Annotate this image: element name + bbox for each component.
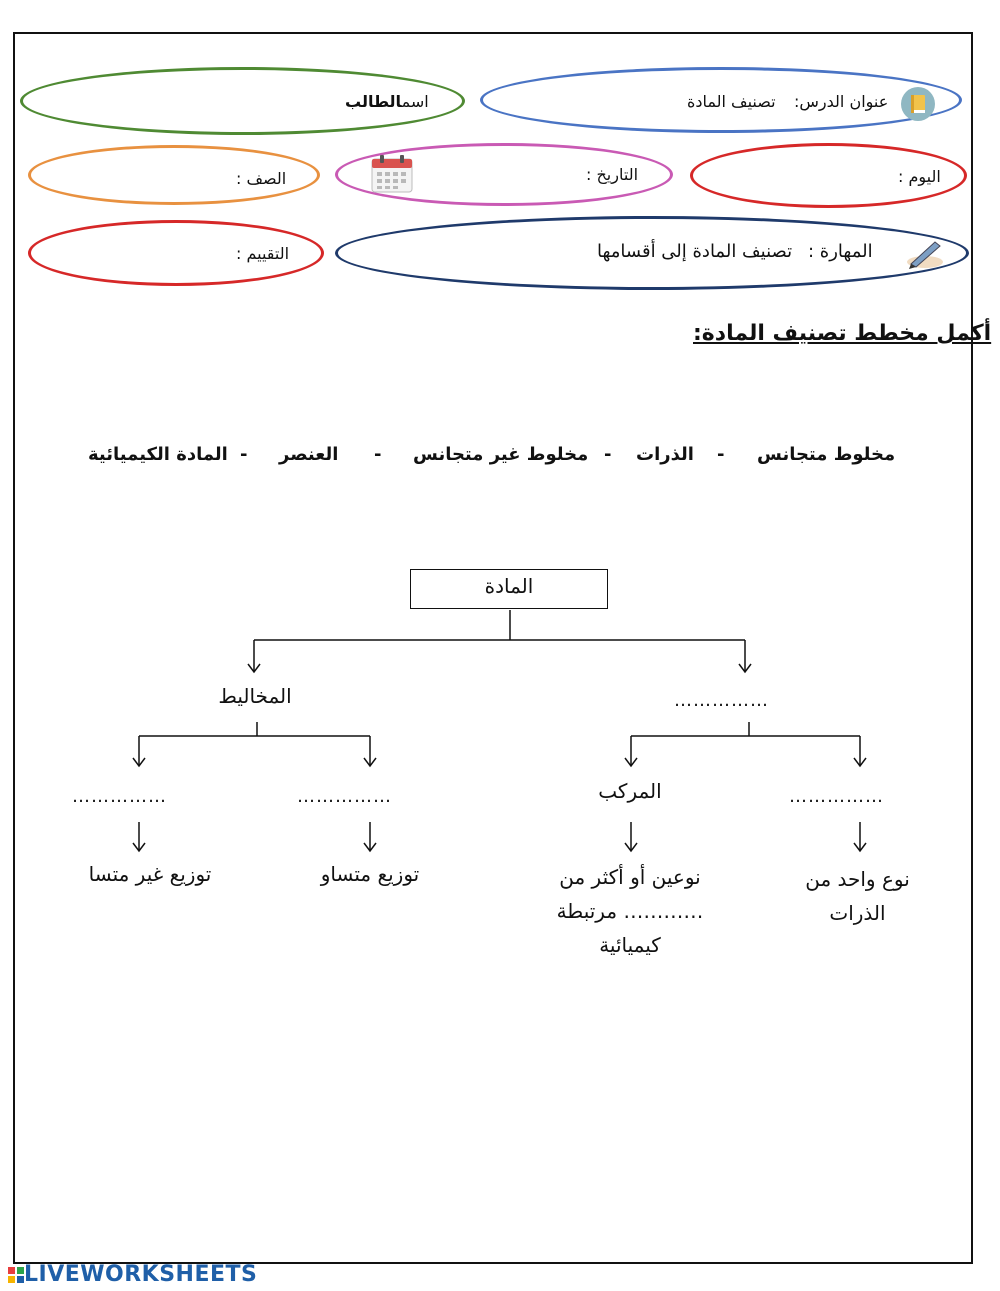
liveworksheets-logo: [8, 1262, 257, 1287]
evaluation-label: التقييم :: [236, 244, 290, 263]
word-bank-separator: -: [374, 444, 382, 465]
right-branch-blank[interactable]: ……………: [674, 690, 769, 711]
lesson-title-value: تصنيف المادة: [687, 92, 776, 111]
book-icon: [900, 86, 936, 126]
instruction-heading: أكمل مخطط تصنيف المادة:: [693, 321, 992, 346]
word-bank-separator: -: [240, 444, 248, 465]
lesson-title-label: عنوان الدرس:: [794, 92, 889, 111]
calendar-icon: [370, 154, 414, 198]
even-distribution-label: توزيع متساو: [320, 862, 420, 886]
word-bank-item: مخلوط متجانس: [757, 444, 896, 465]
mix-blank-left[interactable]: ……………: [72, 786, 167, 807]
root-node-label: المادة: [484, 574, 534, 598]
compound-label: المركب: [598, 779, 662, 803]
mixtures-label: المخاليط: [218, 684, 292, 708]
student-name-bold: الطالب: [345, 92, 402, 111]
element-blank[interactable]: ……………: [789, 786, 884, 807]
page-frame: [13, 32, 973, 1264]
uneven-distribution-label: توزيع غير متسا: [88, 862, 212, 886]
day-label: اليوم :: [898, 167, 941, 186]
pencil-icon: [905, 238, 945, 274]
word-bank-item: الذرات: [636, 444, 694, 465]
word-bank-item: المادة الكيميائية: [88, 444, 228, 465]
word-bank-separator: -: [604, 444, 612, 465]
student-name-text: اسم: [401, 92, 429, 111]
mix-blank-right[interactable]: ……………: [297, 786, 392, 807]
word-bank-separator: -: [717, 444, 725, 465]
element-description: نوع واحد من الذرات: [805, 867, 910, 925]
grade-label: الصف :: [236, 169, 287, 188]
skill-value: تصنيف المادة إلى أقسامها: [597, 241, 793, 262]
compound-description: نوعين أو أكثر من ………… مرتبطة كيميائية: [556, 865, 704, 957]
word-bank-item: مخلوط غير متجانس: [413, 444, 589, 465]
skill-label: المهارة :: [808, 241, 873, 262]
logo-text: LIVEWORKSHEETS: [24, 1262, 258, 1287]
logo-mark-icon: [8, 1264, 24, 1280]
student-name-label: [345, 92, 429, 111]
date-label: التاريخ :: [586, 165, 639, 184]
word-bank-item: العنصر: [279, 444, 339, 465]
